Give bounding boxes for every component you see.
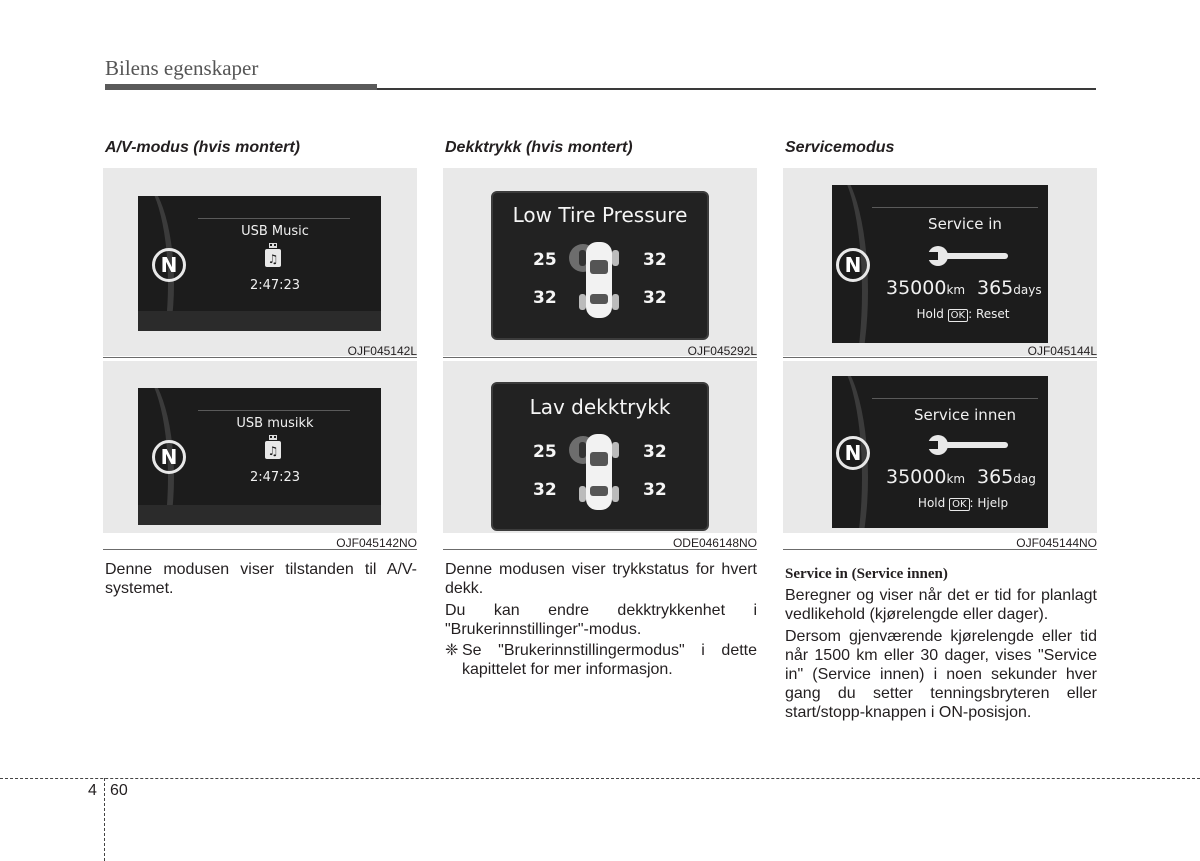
gear-n-badge: N <box>152 248 186 282</box>
usb-music-icon <box>265 243 281 267</box>
svg-text:♫: ♫ <box>267 444 279 458</box>
av-display-2 <box>138 388 381 525</box>
tire-rear-right: 32 <box>643 480 667 500</box>
gear-n-badge: N <box>836 248 870 282</box>
footer-dashed-divider <box>104 778 105 861</box>
usb-music-label: USB Music <box>241 224 309 239</box>
svg-text:♫: ♫ <box>267 252 279 266</box>
service-days: 365dag <box>977 466 1036 488</box>
service-paragraph-1: Beregner og viser når det er tid for planlagt vedlikehold (kjørelengde eller dager). <box>785 587 1097 623</box>
figure-caption: OJF045142NO <box>336 536 417 550</box>
tire-figure-2 <box>443 361 757 533</box>
tire-warning-label: Lav dekktrykk <box>529 395 671 419</box>
tire-rear-right: 32 <box>643 288 667 308</box>
playback-time: 2:47:23 <box>249 278 301 293</box>
service-mode-title: Servicemodus <box>785 139 895 156</box>
tire-figure-1 <box>443 168 757 356</box>
page-header-title: Bilens egenskaper <box>105 56 259 80</box>
ok-key: OK <box>949 498 969 511</box>
header-rule-accent <box>105 84 377 90</box>
service-label: Service innen <box>913 406 1017 424</box>
service-paragraph-2: Dersom gjenværende kjørelengde eller tid når 1500 km eller 30 dager, vises "Service in" (Service innen) i noen sekunder hver gang du setter tenningsbryteren eller start/stopp-knappen i ON-posisjon. <box>785 628 1097 721</box>
tire-paragraph-1: Denne modusen viser trykkstatus for hvert dekk. <box>445 561 757 597</box>
usb-music-label: USB musikk <box>236 416 314 431</box>
av-description: Denne modusen viser tilstanden til A/V-systemet. <box>105 561 417 597</box>
figure-caption: OJF045292L <box>687 344 757 358</box>
hold-ok-instruction: Hold OK : Reset <box>916 307 1010 321</box>
figure-caption: ODE046148NO <box>672 536 757 550</box>
figure-caption: OJF045144L <box>1027 344 1097 358</box>
service-days: 365days <box>977 277 1042 299</box>
gear-n-badge: N <box>152 440 186 474</box>
tire-paragraph-2: Du kan endre dekktrykkenhet i "Brukerinnstillinger"-modus. <box>445 602 757 638</box>
tire-rear-left: 32 <box>533 288 557 308</box>
note-symbol: ❈ <box>445 642 459 659</box>
service-display-1 <box>832 185 1048 343</box>
av-figure-2 <box>103 361 417 533</box>
wrench-icon <box>926 245 1010 267</box>
tire-rear-left: 32 <box>533 480 557 500</box>
tire-front-left: 25 <box>533 442 557 462</box>
tire-front-right: 32 <box>643 250 667 270</box>
car-top-view-icon <box>563 238 633 323</box>
playback-time: 2:47:23 <box>249 470 301 485</box>
service-distance: 35000km <box>886 466 966 488</box>
av-figure-1 <box>103 168 417 356</box>
tire-front-right: 32 <box>643 442 667 462</box>
tire-note: Se "Brukerinnstillingermodus" i dette kapittelet for mer informasjon. <box>462 642 757 678</box>
service-subheading: Service in (Service innen) <box>785 566 948 582</box>
hold-ok-instruction: Hold OK : Hjelp <box>917 496 1009 510</box>
service-figure-1 <box>783 168 1097 356</box>
wrench-icon <box>926 434 1010 456</box>
footer-dashed-rule <box>0 778 1200 779</box>
page-number: 60 <box>110 782 128 799</box>
tire-display-2 <box>491 382 709 531</box>
figure-caption: OJF045142L <box>347 344 417 358</box>
car-top-view-icon <box>563 430 633 515</box>
av-mode-title: A/V-modus (hvis montert) <box>105 139 300 156</box>
tire-front-left: 25 <box>533 250 557 270</box>
tire-warning-label: Low Tire Pressure <box>512 203 688 227</box>
tire-display-1 <box>491 191 709 340</box>
service-distance: 35000km <box>886 277 966 299</box>
service-display-2 <box>832 376 1048 528</box>
av-display-1 <box>138 196 381 331</box>
service-figure-2 <box>783 361 1097 533</box>
usb-music-icon <box>265 435 281 459</box>
service-label: Service in <box>928 215 1002 233</box>
gear-n-badge: N <box>836 436 870 470</box>
tire-pressure-title: Dekktrykk (hvis montert) <box>445 139 633 156</box>
ok-key: OK <box>948 309 968 322</box>
figure-caption: OJF045144NO <box>1016 536 1097 550</box>
chapter-number: 4 <box>88 782 97 799</box>
